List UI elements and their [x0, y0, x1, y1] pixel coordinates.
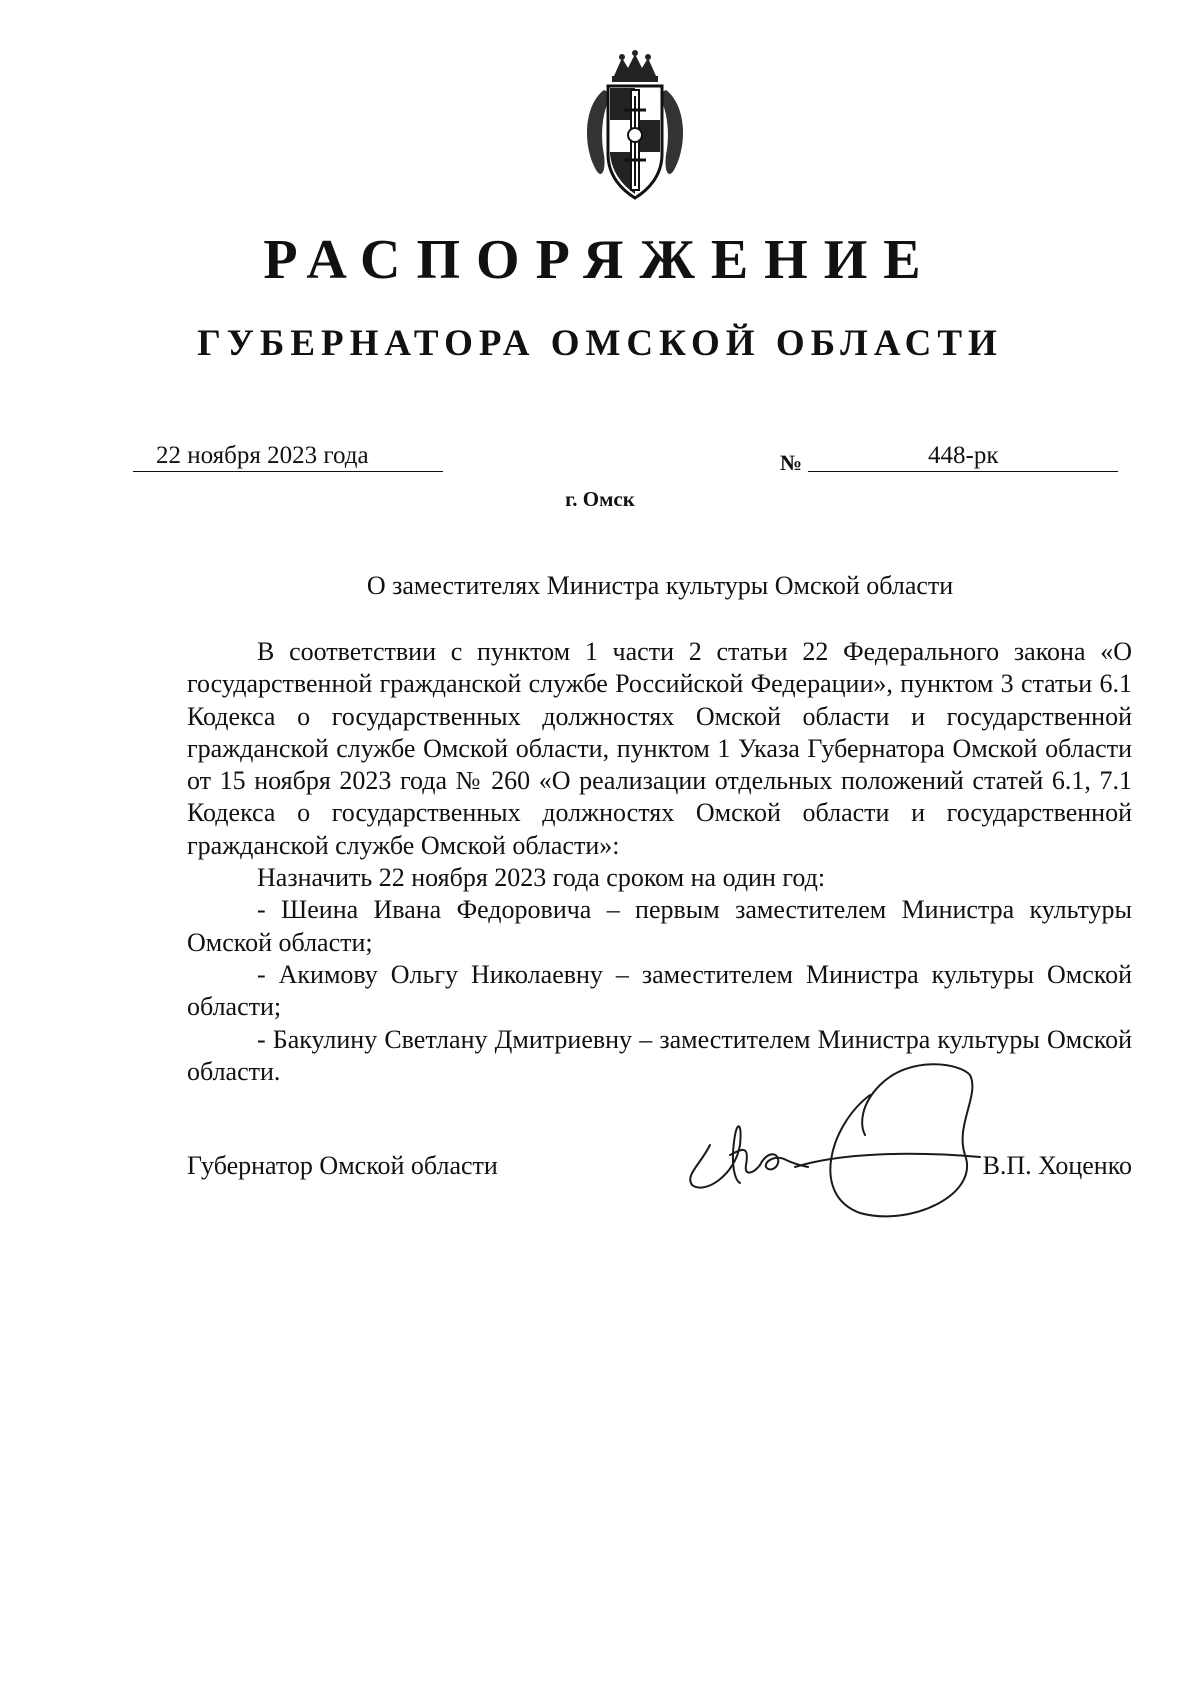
- number-sign: №: [780, 450, 803, 475]
- signatory-name: В.П. Хоценко: [982, 1151, 1132, 1180]
- appointment-item: - Бакулину Светлану Дмитриевну – заместителем Министра культуры Омской области.: [187, 1024, 1132, 1086]
- signatory-position: Губернатор Омской области: [187, 1151, 498, 1180]
- document-number-field: [808, 441, 1118, 472]
- document-city: г. Омск: [565, 487, 635, 511]
- document-body: [187, 636, 1132, 1088]
- document-date-field: [133, 441, 443, 472]
- handwritten-signature: [680, 1055, 1040, 1235]
- document-subtitle: ГУБЕРНАТОРА ОМСКОЙ ОБЛАСТИ: [197, 323, 1003, 364]
- appointment-intro: Назначить 22 ноября 2023 года сроком на один год:: [257, 863, 826, 893]
- document-subject: О заместителях Министра культуры Омской области: [366, 571, 954, 600]
- document-date: 22 ноября 2023 года: [156, 442, 369, 469]
- coat-of-arms-icon: [574, 50, 696, 202]
- document-number: 448-рк: [928, 442, 999, 469]
- preamble-paragraph: В соответствии с пунктом 1 части 2 статьи 22 Федерального закона «О государственной гражданской службе Российской Федерации», пунктом 3 статьи 6.1 Кодекса о государственных должностях Омской области и государственной гражданской службе Омской области, пунктом 1 Указа Губернатора Омской области от 15 ноября 2023 года № 260 «О реализации отдельных положений статей 6.1, 7.1 Кодекса о государственных должностях Омской области и государственной гражданской службе Омской области»:: [187, 637, 1132, 860]
- appointment-item: - Акимову Ольгу Николаевну – заместителем Министра культуры Омской области;: [187, 959, 1132, 1022]
- appointment-item: - Шеина Ивана Федоровича – первым заместителем Министра культуры Омской области;: [187, 895, 1132, 957]
- document-title: РАСПОРЯЖЕНИЕ: [263, 229, 937, 291]
